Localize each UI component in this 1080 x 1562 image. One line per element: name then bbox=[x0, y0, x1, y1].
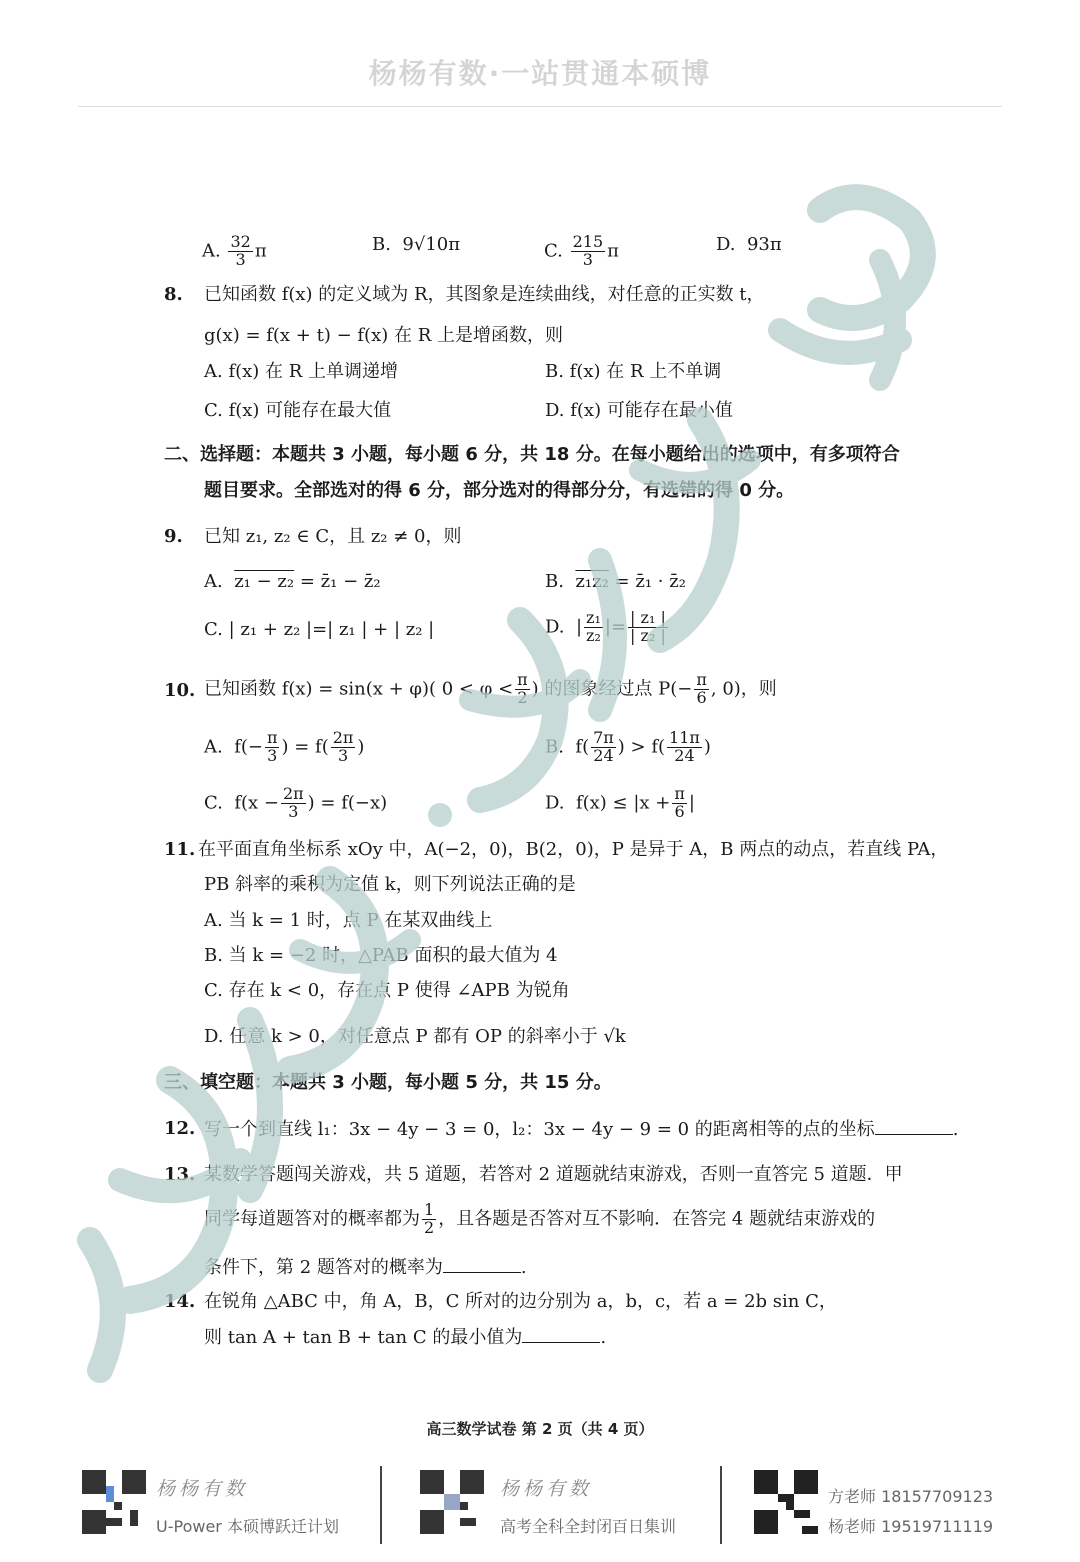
q8-stem-line2: g(x) = f(x + t) − f(x) 在 R 上是增函数，则 bbox=[204, 325, 563, 346]
q14-number: 14. bbox=[164, 1291, 196, 1312]
q9-option-d: D. | $\frac{\text{z₁}}{\text{z₂}}$ |= $\frac{\text{| z₁ |}}{\text{| z₂ |}}$ bbox=[545, 608, 666, 645]
q11-option-b: B. 当 k = −2 时，△PAB 面积的最大值为 4 bbox=[204, 945, 558, 966]
fraction: $\frac{32}{3}$ bbox=[230, 232, 251, 269]
qr-code-2[interactable] bbox=[420, 1470, 484, 1534]
q10-option-c: C. f(x − $\frac{2\pi}{3}$ ) = f(−x) bbox=[204, 784, 388, 821]
q7-option-d: D. 93π bbox=[716, 234, 782, 255]
q8-option-c: C. f(x) 可能存在最大值 bbox=[204, 400, 392, 421]
qr-icon bbox=[754, 1470, 818, 1534]
brand-name-2: 杨杨有数 bbox=[500, 1478, 593, 1500]
contact-line-2: 杨老师 19519711119 bbox=[828, 1517, 994, 1536]
q13-number: 13. bbox=[164, 1164, 196, 1185]
q11-stem-line2: PB 斜率的乘积为定值 k，则下列说法正确的是 bbox=[204, 874, 576, 895]
fraction: $\frac{215}{3}$ bbox=[572, 232, 604, 269]
qr-code-1[interactable] bbox=[82, 1470, 146, 1534]
contact-line-1: 方老师 18157709123 bbox=[828, 1487, 994, 1506]
q8-stem-line1: 已知函数 f(x) 的定义域为 R，其图象是连续曲线，对任意的正实数 t， bbox=[204, 284, 765, 305]
q12-stem: 写一个到直线 l₁：3x − 4y − 3 = 0，l₂：3x − 4y − 9 = 0 的距离相等的点的坐标 . bbox=[204, 1119, 959, 1140]
answer-blank[interactable] bbox=[443, 1258, 521, 1273]
header-title: 杨杨有数·一站贯通本硕博 bbox=[368, 57, 712, 90]
brand-subtitle-2: 高考全科全封闭百日集训 bbox=[500, 1517, 677, 1536]
footer-divider bbox=[720, 1466, 722, 1544]
q11-stem-line1: 在平面直角坐标系 xOy 中，A(−2，0)，B(2，0)，P 是异于 A，B 两点的动点，若直线 PA， bbox=[198, 839, 949, 860]
q13-line1: 某数学答题闯关游戏，共 5 道题，若答对 2 道题就结束游戏，否则一直答完 5 道题．甲 bbox=[204, 1164, 903, 1185]
q10-option-a: A. f(− $\frac{\pi}{3}$ ) = f( $\frac{2\pi}{3}$ ) bbox=[204, 728, 365, 765]
q9-option-c: C. | z₁ + z₂ |=| z₁ | + | z₂ | bbox=[204, 619, 435, 640]
page-number-label: 高三数学试卷 第 2 页（共 4 页） bbox=[426, 1420, 654, 1438]
q10-option-b: B. f( $\frac{7\pi}{24}$ ) > f( $\frac{11\pi}{24}$ ) bbox=[545, 728, 711, 765]
q8-option-a: A. f(x) 在 R 上单调递增 bbox=[204, 361, 399, 382]
qr-icon bbox=[420, 1470, 484, 1534]
qr-icon bbox=[82, 1470, 146, 1534]
q9-option-a: A. z₁ − z₂ = z̄₁ − z̄₂ bbox=[204, 571, 381, 592]
q8-option-d: D. f(x) 可能存在最小值 bbox=[545, 400, 733, 421]
q10-stem: 已知函数 f(x) = sin(x + φ)( 0 < φ < $\frac{\pi}{2}$ ) 的图象经过点 P(− $\frac{\pi}{6}$ , 0)，则 bbox=[204, 670, 777, 707]
q12-number: 12. bbox=[164, 1118, 196, 1139]
qr-code-3[interactable] bbox=[754, 1470, 818, 1534]
q9-stem: 已知 z₁, z₂ ∈ C，且 z₂ ≠ 0，则 bbox=[204, 526, 462, 547]
q11-number: 11. bbox=[164, 839, 196, 860]
brand-subtitle-1: U-Power 本硕博跃迁计划 bbox=[156, 1517, 339, 1536]
q9-number: 9. bbox=[164, 526, 183, 547]
q8-option-b: B. f(x) 在 R 上不单调 bbox=[545, 361, 722, 382]
brand-name-1: 杨杨有数 bbox=[156, 1478, 249, 1500]
q11-option-c: C. 存在 k < 0，存在点 P 使得 ∠APB 为锐角 bbox=[204, 980, 570, 1001]
header-divider bbox=[78, 106, 1002, 107]
q14-line1: 在锐角 △ABC 中，角 A，B，C 所对的边分别为 a，b，c，若 a = 2b sin C， bbox=[204, 1291, 837, 1312]
section3-heading: 三、填空题：本题共 3 小题，每小题 5 分，共 15 分。 bbox=[164, 1072, 612, 1093]
q11-option-d: D. 任意 k > 0，对任意点 P 都有 OP 的斜率小于 √k bbox=[204, 1026, 626, 1047]
q13-line2: 同学每道题答对的概率都为 $\frac{1}{2}$ ，且各题是否答对互不影响．在答完 4 题就结束游戏的 bbox=[204, 1200, 876, 1237]
footer-bar bbox=[0, 1462, 1080, 1552]
section2-heading-line1: 二、选择题：本题共 3 小题，每小题 6 分，共 18 分。在每小题给出的选项中，有多项符合 bbox=[164, 444, 900, 465]
q7-option-a: A. $\frac{32}{3}$ π bbox=[202, 232, 267, 269]
footer-divider bbox=[380, 1466, 382, 1544]
q10-option-d: D. f(x) ≤ |x + $\frac{\pi}{6}$ | bbox=[545, 784, 695, 821]
q13-line3: 条件下，第 2 题答对的概率为 . bbox=[204, 1257, 527, 1278]
q8-number: 8. bbox=[164, 284, 183, 305]
q7-option-b: B. 9√10π bbox=[372, 234, 461, 255]
answer-blank[interactable] bbox=[522, 1328, 600, 1343]
option-label: A. bbox=[202, 240, 221, 262]
answer-blank[interactable] bbox=[875, 1120, 953, 1135]
q10-number: 10. bbox=[164, 680, 196, 701]
q14-line2: 则 tan A + tan B + tan C 的最小值为 . bbox=[204, 1327, 607, 1348]
section2-heading-line2: 题目要求。全部选对的得 6 分，部分选对的得部分分，有选错的得 0 分。 bbox=[204, 480, 795, 501]
q11-option-a: A. 当 k = 1 时，点 P 在某双曲线上 bbox=[204, 910, 493, 931]
q7-option-c: C. $\frac{215}{3}$ π bbox=[544, 232, 619, 269]
q9-option-b: B. z₁z₂ = z̄₁ · z̄₂ bbox=[545, 571, 686, 592]
